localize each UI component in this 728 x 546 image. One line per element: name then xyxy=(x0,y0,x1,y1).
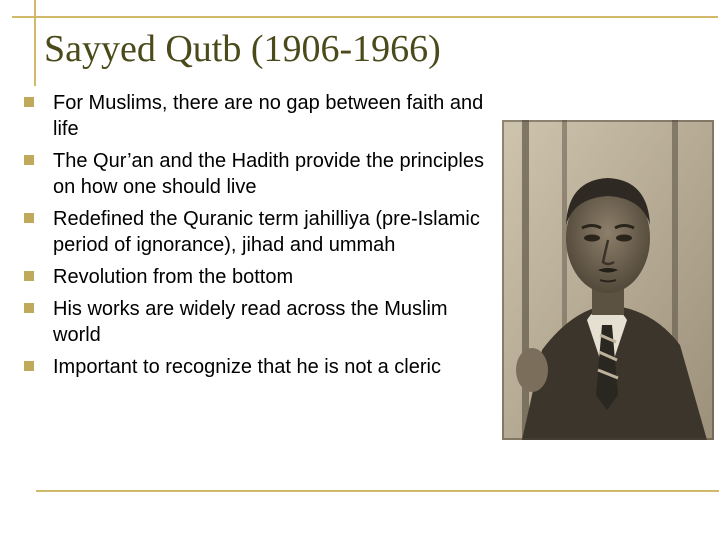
bullet-text: His works are widely read across the Muslim world xyxy=(53,298,448,346)
bullet-item xyxy=(0,264,490,290)
portrait-illustration xyxy=(502,120,714,440)
square-bullet-icon xyxy=(24,361,34,371)
portrait-photo xyxy=(502,120,714,440)
square-bullet-icon xyxy=(24,155,34,165)
square-bullet-icon xyxy=(24,213,34,223)
bullet-text: Redefined the Quranic term jahilliya (pre-Islamic period of ignorance), jihad and ummah xyxy=(53,208,480,256)
square-bullet-icon xyxy=(24,271,34,281)
bullet-item xyxy=(0,296,490,348)
bullet-item xyxy=(0,206,490,258)
bullet-item xyxy=(0,90,490,142)
bullet-text: The Qur’an and the Hadith provide the principles on how one should live xyxy=(53,150,484,198)
bullet-item xyxy=(0,354,490,380)
left-vertical-rule xyxy=(34,0,36,86)
bullet-list xyxy=(0,90,490,386)
bullet-text: Revolution from the bottom xyxy=(53,266,294,288)
bullet-text: Important to recognize that he is not a cleric xyxy=(53,356,441,378)
square-bullet-icon xyxy=(24,303,34,313)
bottom-rule xyxy=(36,490,719,492)
square-bullet-icon xyxy=(24,97,34,107)
top-rule xyxy=(12,16,718,18)
slide-title: Sayyed Qutb (1906-1966) xyxy=(44,28,441,70)
bullet-item xyxy=(0,148,490,200)
bullet-text: For Muslims, there are no gap between faith and life xyxy=(53,92,484,140)
